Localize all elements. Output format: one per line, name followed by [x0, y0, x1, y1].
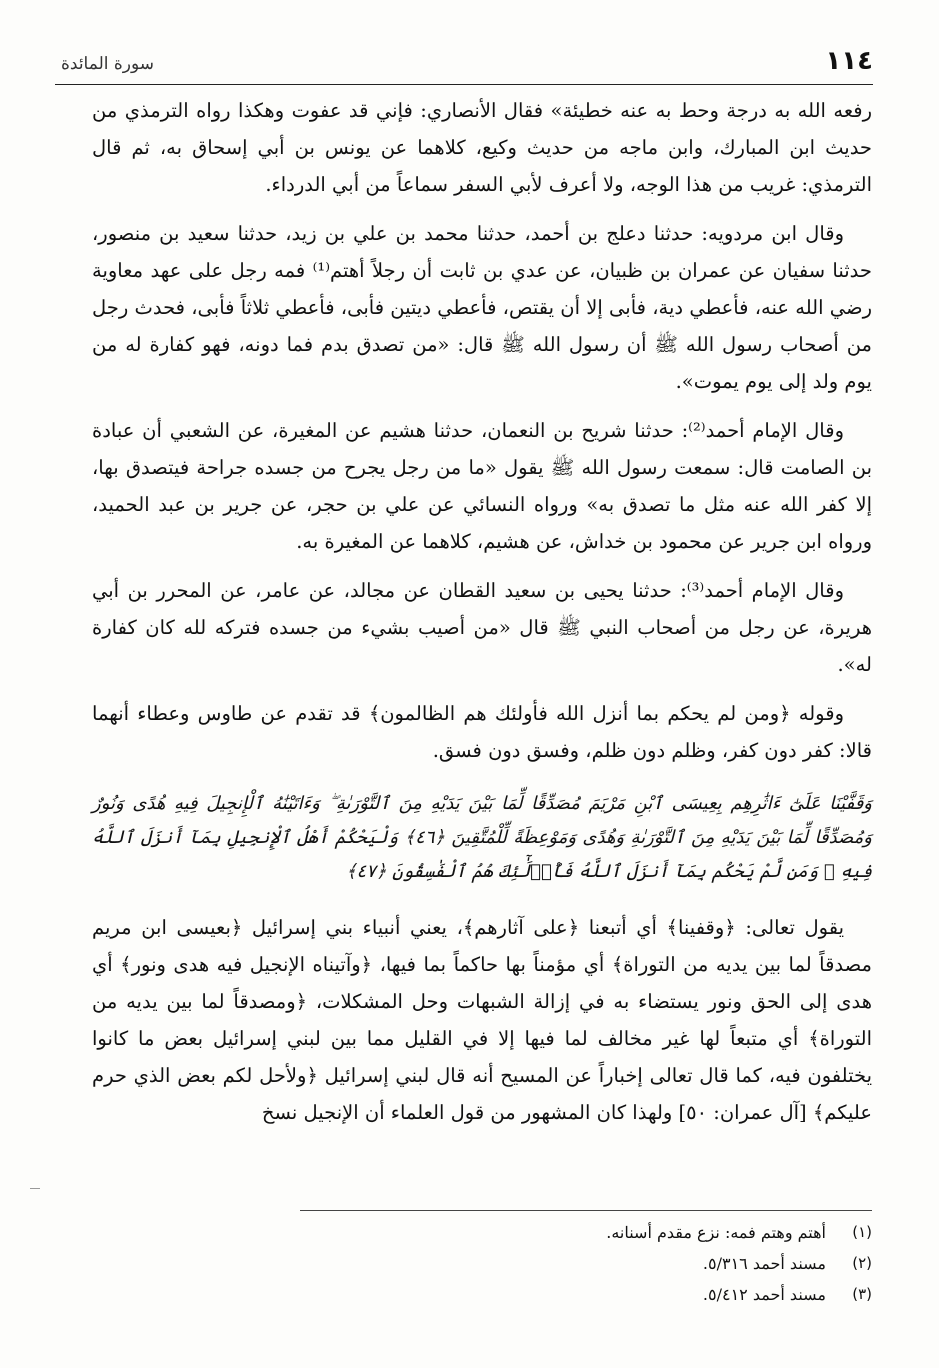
footnote-text: مسند أحمد ٥/٤١٢. [702, 1285, 826, 1304]
footnotes [300, 1210, 872, 1310]
surah-title: سورة المائدة [61, 54, 155, 74]
page-number: ١١٤ [825, 46, 873, 76]
paragraph-continuation: رفعه الله به درجة وحط به عنه خطيئة» فقال الأنصاري: فإني قد عفوت وهكذا رواه الترمذي من حديث ابن المبارك، وابن ماجه من حديث وكيع، كلاهما عن يونس بن أبي إسحاق به، ثم قال الترمذي: غريب من هذا الوجه، ولا أعرف لأبي السفر سماعاً من أبي الدرداء. [92, 99, 872, 196]
footnote [300, 1279, 872, 1310]
footnote-number: (٢) [852, 1254, 872, 1272]
running-header [55, 40, 873, 85]
footnote [300, 1248, 872, 1279]
footnote-number: (٣) [852, 1285, 872, 1303]
paragraph-ahmad-1: وقال الإمام أحمد⁽²⁾: حدثنا شريح بن النعمان، حدثنا هشيم عن المغيرة، عن الشعبي أن عبادة بن الصامت قال: سمعت رسول الله ﷺ يقول «ما من رجل يجرح من جسده جراحة فيتصدق بها، إلا كفر الله عنه مثل ما تصدق به» ورواه النسائي عن علي بن حجر، عن جرير بن عبد الحميد، ورواه ابن جرير عن محمود بن خداش، عن هشيم، كلاهما عن المغيرة به. [92, 419, 872, 553]
paragraph-ahmad-2: وقال الإمام أحمد⁽³⁾: حدثنا يحيى بن سعيد القطان عن مجالد، عن عامر، عن المحرر بن أبي هريرة، عن رجل من أصحاب النبي ﷺ قال «من أصيب بشيء من جسده فتركه لله كان كفارة له». [92, 579, 872, 676]
paragraph-quran-comment: وقوله ﴿ومن لم يحكم بما أنزل الله فأولئك هم الظالمون﴾ قد تقدم عن طاوس وعطاء أنهما قالا: كفر دون كفر، وظلم دون ظلم، وفسق دون فسق. [92, 702, 872, 762]
body-text [92, 92, 872, 1143]
tafsir-paragraph: يقول تعالى: ﴿وقفينا﴾ أي أتبعنا ﴿على آثارهم﴾، يعني أنبياء بني إسرائيل ﴿بعيسى ابن مريم مصدقاً لما بين يديه من التوراة﴾ أي مؤمناً بها حاكماً بما فيها، ﴿وآتيناه الإنجيل فيه هدى ونور﴾ أي هدى إلى الحق ونور يستضاء به في إزالة الشبهات وحل المشكلات، ﴿ومصدقاً لما بين يديه من التوراة﴾ أي متبعاً لها غير مخالف لما فيها إلا في القليل مما بين لبني إسرائيل بعض ما كانوا يختلفون فيه، كما قال تعالى إخباراً عن المسيح أنه قال لبني إسرائيل ﴿ولأحل لكم بعض الذي حرم عليكم﴾ [آل عمران: ٥٠] ولهذا كان المشهور من قول العلماء أن الإنجيل نسخ [92, 916, 872, 1124]
footnote-text: أهتم وهتم فمه: نزع مقدم أسنانه. [606, 1223, 826, 1242]
footnote-number: (١) [852, 1223, 872, 1241]
footnote-text: مسند أحمد ٥/٣١٦. [702, 1254, 826, 1273]
quran-verses-block: وَقَفَّيْنَا عَلَىٰٓ ءَاثَٰرِهِم بِعِيسَى ٱبْنِ مَرْيَمَ مُصَدِّقًا لِّمَا بَيْنَ يَدَيْهِ مِنَ ٱلتَّوْرَىٰةِ ۖ وَءَاتَيْنَٰهُ ٱلْإِنجِيلَ فِيهِ هُدًى وَنُورٌ وَمُصَدِّقًا لِّمَا بَيْنَ يَدَيْهِ مِنَ ٱلتَّوْرَىٰةِ وَهُدًى وَمَوْعِظَةً لِّلْمُتَّقِينَ ﴿٤٦﴾ وَلْيَحْكُمْ أَهْلُ ٱلْإِنجِيلِ بِمَآ أَنزَلَ ٱللَّهُ فِيهِ ۚ وَمَن لَّمْ يَحْكُم بِمَآ أَنزَلَ ٱللَّهُ فَأُو۟لَٰٓئِكَ هُمُ ٱلْفَٰسِقُونَ ﴿٤٧﴾ [92, 793, 872, 882]
paragraph-ibn-marduwayh: وقال ابن مردويه: حدثنا دعلج بن أحمد، حدثنا محمد بن علي بن زيد، حدثنا سعيد بن منصور، حدثنا سفيان عن عمران بن ظبيان، عن عدي بن ثابت أن رجلاً أهتم⁽¹⁾ فمه رجل على عهد معاوية رضي الله عنه، فأعطي دية، فأبى إلا أن يقتص، فأعطي ديتين فأبى، فأعطي ثلاثاً فأبى، فحدث رجل من أصحاب رسول الله ﷺ أن رسول الله ﷺ قال: «من تصدق بدم فما دونه، فهو كفارة له من يوم ولد إلى يوم يموت». [92, 222, 872, 393]
footnote [300, 1217, 872, 1248]
margin-mark [30, 1188, 40, 1189]
